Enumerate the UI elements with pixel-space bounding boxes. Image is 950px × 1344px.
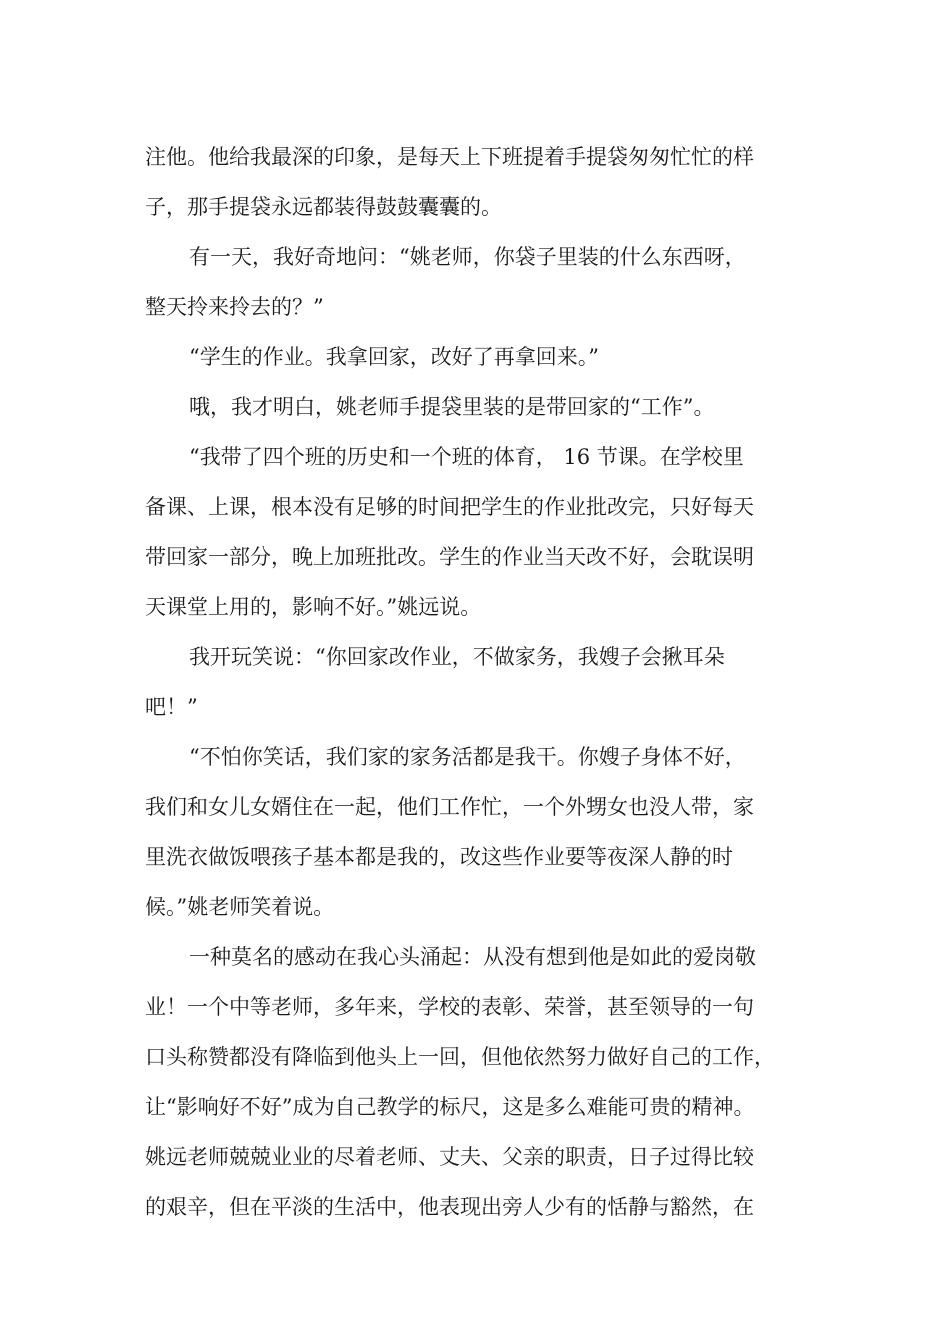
text-line: “我带了四个班的历史和一个班的体育， 16 节课。在学校里	[189, 445, 744, 469]
text-line: 我们和女儿女婿住在一起，他们工作忙，一个外甥女也没人带，家	[145, 795, 754, 819]
text-line: 吧！”	[145, 695, 198, 719]
text-line: 带回家一部分，晚上加班批改。学生的作业当天改不好，会耽误明	[145, 545, 754, 569]
text-line: 我开玩笑说：“你回家改作业，不做家务，我嫂子会揪耳朵	[189, 645, 725, 669]
text-line: 天课堂上用的，影响不好。”姚远说。	[145, 595, 482, 619]
text-line: 有一天，我好奇地问：“姚老师，你袋子里装的什么东西呀，	[189, 245, 746, 269]
text-line: 注他。他给我最深的印象，是每天上下班提着手提袋匆匆忙忙的样	[145, 145, 754, 169]
text-line: 整天拎来拎去的？”	[145, 295, 324, 319]
text-line: 的艰辛，但在平淡的生活中，他表现出旁人少有的恬静与豁然，在	[145, 1195, 754, 1219]
text-line: “不怕你笑话，我们家的家务活都是我干。你嫂子身体不好，	[189, 745, 746, 769]
text-line: 里洗衣做饭喂孩子基本都是我的，改这些作业要等夜深人静的时	[145, 845, 733, 869]
text-line: 子，那手提袋永远都装得鼓鼓囊囊的。	[145, 195, 502, 219]
text-line: 让“影响好不好”成为自己教学的标尺，这是多么难能可贵的精神。	[145, 1095, 755, 1119]
text-line: 哦，我才明白，姚老师手提袋里装的是带回家的“工作”。	[189, 395, 715, 419]
text-line: 一种莫名的感动在我心头涌起：从没有想到他是如此的爱岗敬	[189, 945, 756, 969]
body-text	[145, 132, 805, 1232]
text-line: 口头称赞都没有降临到他头上一回，但他依然努力做好自己的工作，	[145, 1045, 775, 1069]
text-line: 备课、上课，根本没有足够的时间把学生的作业批改完，只好每天	[145, 495, 754, 519]
text-line: 姚远老师兢兢业业的尽着老师、丈夫、父亲的职责，日子过得比较	[145, 1145, 754, 1169]
text-line: 候。”姚老师笑着说。	[145, 895, 335, 919]
text-line: 业！一个中等老师，多年来，学校的表彰、荣誉，甚至领导的一句	[145, 995, 754, 1019]
text-line: “学生的作业。我拿回家，改好了再拿回来。”	[189, 345, 599, 369]
